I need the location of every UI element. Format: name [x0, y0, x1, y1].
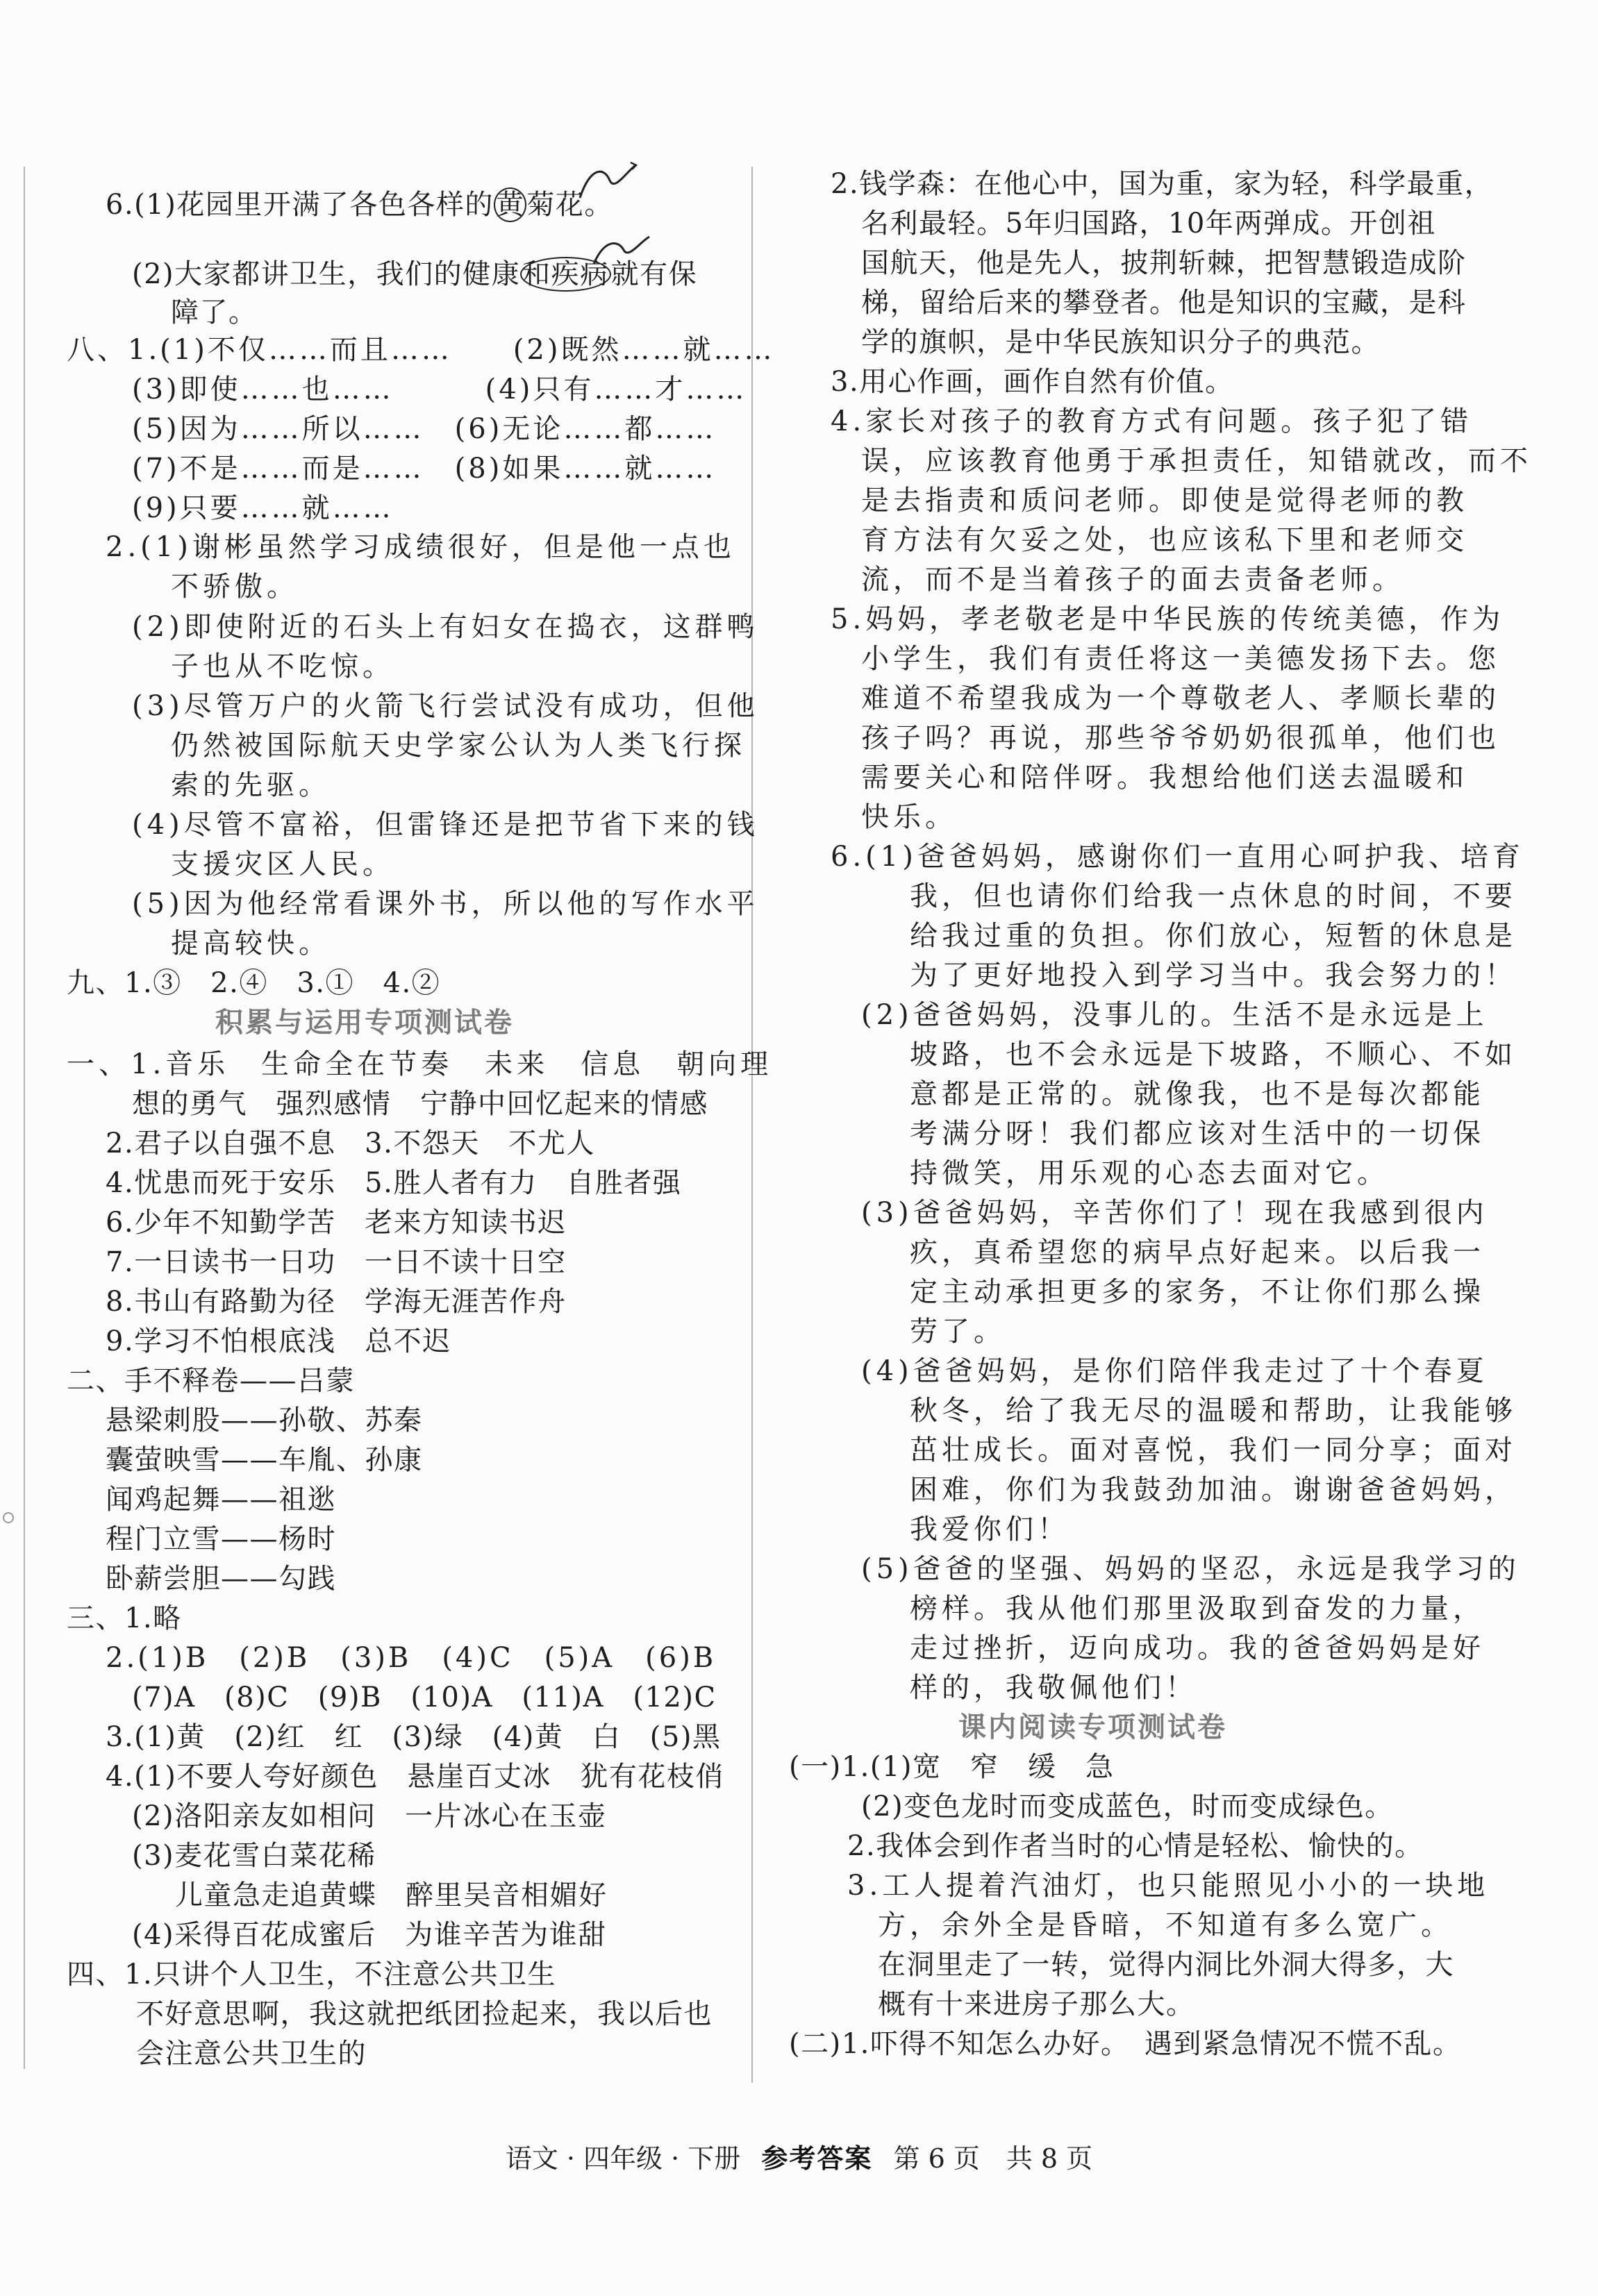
answer-line: 劳了。 [910, 1316, 1006, 1348]
answer-line: 8.书山有路勤为径 学海无涯苦作舟 [106, 1286, 567, 1318]
answer-line: (4)采得百花成蜜后 为谁辛苦为谁甜 [132, 1919, 607, 1951]
answer-line: 意都是正常的。就像我，也不是每次都能 [910, 1078, 1485, 1110]
answer-line: 需要关心和陪伴呀。我想给他们送去温暖和 [861, 762, 1468, 794]
answer-line: 学的旗帜，是中华民族知识分子的典范。 [861, 326, 1380, 358]
answer-line: 在洞里走了一转，觉得内洞比外洞大得多，大 [878, 1949, 1454, 1981]
answer-line: 考满分呀！我们都应该对生活中的一切保 [910, 1118, 1485, 1150]
answer-line: 索的先驱。 [171, 769, 331, 801]
answer-line: 2.钱学森：在他心中，国为重，家为轻，科学最重， [831, 168, 1494, 200]
answer-line: 坡路，也不会永远是下坡路，不顺心、不如 [910, 1039, 1517, 1071]
answer-line: 给我过重的负担。你们放心，短暂的休息是 [910, 920, 1517, 952]
section-title: 积累与运用专项测试卷 [215, 1007, 514, 1039]
answer-line: (3)爸爸妈妈，辛苦你们了！现在我感到很内 [861, 1197, 1488, 1229]
answer-line: 名利最轻。5年归国路，10年两弹成。开创祖 [861, 208, 1436, 240]
answer-line: 7.一日读书一日功 一日不读十日空 [106, 1246, 567, 1278]
answer-line: 二、手不释卷——吕蒙 [67, 1365, 355, 1397]
answer-line: (5)因为……所以…… (6)无论……都…… [132, 413, 717, 445]
answer-line: 4.忧患而死于安乐 5.胜人者有力 自胜者强 [106, 1167, 682, 1199]
answer-line: 3.(1)黄 (2)红 红 (3)绿 (4)黄 白 (5)黑 [106, 1721, 722, 1753]
answer-line: 闻鸡起舞——祖逖 [106, 1484, 336, 1516]
column-divider [751, 167, 753, 2083]
answer-line: 难道不希望我成为一个尊敬老人、孝顺长辈的 [861, 682, 1500, 714]
answer-line: 一、1.音乐 生命全在节奏 未来 信息 朝向理 [67, 1048, 773, 1080]
answer-line: 儿童急走追黄蝶 醉里吴音相媚好 [175, 1879, 608, 1911]
answer-line: 会注意公共卫生的 [136, 2038, 367, 2070]
answer-line: 悬梁刺股——孙敬、苏秦 [106, 1405, 423, 1436]
answer-line: 九、1.③ 2.④ 3.① 4.② [67, 967, 441, 999]
answer-line: (5)因为他经常看课外书，所以他的写作水平 [132, 888, 759, 920]
answer-line: (5)爸爸的坚强、妈妈的坚忍，永远是我学习的 [861, 1553, 1520, 1585]
answer-line: 2.(1)B (2)B (3)B (4)C (5)A (6)B [106, 1642, 717, 1674]
answer-line: 不骄傲。 [171, 571, 299, 603]
answer-line: 八、1.(1)不仅……而且…… (2)既然……就…… [67, 334, 775, 366]
answer-line: 我，但也请你们给我一点休息的时间，不要 [910, 880, 1517, 912]
answer-line: 孩子吗？再说，那些爷爷奶奶很孤单，他们也 [861, 722, 1500, 754]
answer-line: (一)1.(1)宽 窄 缓 急 [789, 1751, 1115, 1783]
answer-line: 支援灾区人民。 [171, 848, 394, 880]
answer-line: 3.用心作画，画作自然有价值。 [831, 366, 1234, 398]
answer-line: 不好意思啊，我这就把纸团捡起来，我以后也 [136, 1998, 713, 2030]
deletion-mark-icon [576, 160, 639, 201]
answer-line: (9)只要……就…… [132, 492, 394, 524]
answer-line: 疚，真希望您的病早点好起来。以后我一 [910, 1237, 1485, 1268]
answer-line: 6.(1)爸爸妈妈，感谢你们一直用心呵护我、培育 [831, 841, 1524, 873]
answer-line: (3)即使……也…… (4)只有……才…… [132, 374, 747, 405]
answer-line: 想的勇气 强烈感情 宁静中回忆起来的情感 [132, 1088, 708, 1120]
answer-line: 程门立雪——杨时 [106, 1523, 336, 1555]
answer-line: 小学生，我们有责任将这一美德发扬下去。您 [861, 643, 1500, 675]
answer-line: 秋冬，给了我无尽的温暖和帮助，让我能够 [910, 1395, 1517, 1427]
answer-line: (3)麦花雪白菜花稀 [132, 1840, 376, 1872]
answer-line: 卧薪尝胆——勾践 [106, 1563, 336, 1595]
section-title: 课内阅读专项测试卷 [958, 1711, 1227, 1743]
answer-line: 持微笑，用乐观的心态去面对它。 [910, 1157, 1389, 1189]
answer-line: (7)不是……而是…… (8)如果……就…… [132, 453, 717, 485]
answer-line: 定主动承担更多的家务，不让你们那么操 [910, 1276, 1485, 1308]
answer-line: 2.君子以自强不息 3.不怨天 不尤人 [106, 1128, 595, 1159]
answer-line: 子也从不吃惊。 [171, 651, 394, 682]
answer-line: (4)尽管不富裕，但雷锋还是把节省下来的钱 [132, 809, 759, 841]
answer-line: 茁壮成长。面对喜悦，我们一同分享；面对 [910, 1434, 1517, 1466]
answer-line: 梯，留给后来的攀登者。他是知识的宝藏，是科 [861, 287, 1467, 319]
answer-line: 6.(1)花园里开满了各色各样的黄菊花。 [106, 189, 613, 221]
answer-line: (2)即使附近的石头上有妇女在捣衣，这群鸭 [132, 611, 759, 643]
footer-brand-logo: 参考答案 [761, 2143, 873, 2174]
answer-line: 走过挫折，迈向成功。我的爸爸妈妈是好 [910, 1632, 1485, 1664]
answer-line: 三、1.略 [67, 1602, 182, 1634]
answer-line: 4.家长对孩子的教育方式有问题。孩子犯了错 [831, 405, 1473, 437]
answer-line: 5.妈妈，孝老敬老是中华民族的传统美德，作为 [831, 603, 1505, 635]
answer-line: (3)尽管万户的火箭飞行尝试没有成功，但他 [132, 690, 759, 722]
answer-line: 2.我体会到作者当时的心情是轻松、愉快的。 [847, 1830, 1424, 1862]
answer-line: (二)1.吓得不知怎么办好。 遇到紧急情况不慌不乱。 [789, 2028, 1462, 2060]
answer-line: (2)变色龙时而变成蓝色，时而变成绿色。 [861, 1791, 1394, 1822]
answer-line: 2.(1)谢彬虽然学习成绩很好，但是他一点也 [106, 531, 735, 563]
answer-line: 概有十来进房子那么大。 [878, 1988, 1195, 2020]
deletion-mark-icon [590, 233, 653, 267]
answer-line: 流，而不是当着孩子的面去责备老师。 [861, 564, 1404, 596]
answer-line: (4)爸爸妈妈，是你们陪伴我走过了十个春夏 [861, 1355, 1488, 1387]
answer-line: 囊萤映雪——车胤、孙康 [106, 1444, 423, 1476]
answer-line: 快乐。 [861, 801, 957, 833]
answer-line: 样的，我敬佩他们！ [910, 1672, 1197, 1704]
footer-subject: 语文 · 四年级 · 下册 [505, 2143, 741, 2174]
answer-line: 误，应该教育他勇于承担责任，知错就改，而不 [861, 445, 1532, 477]
answer-line: 障了。 [171, 296, 258, 328]
answer-line: 育方法有欠妥之处，也应该私下里和老师交 [861, 524, 1468, 556]
answer-line: 我爱你们！ [910, 1514, 1070, 1545]
answer-line: (2)爸爸妈妈，没事儿的。生活不是永远是上 [861, 999, 1488, 1031]
page-number: 第 6 页 共 8 页 [893, 2143, 1093, 2174]
answer-line: 是去指责和质问老师。即使是觉得老师的教 [861, 485, 1468, 517]
answer-line: 仍然被国际航天史学家公认为人类飞行探 [171, 730, 746, 762]
answer-line: 3.工人提着汽油灯，也只能照见小小的一块地 [847, 1870, 1490, 1902]
left-margin-rule [24, 167, 25, 2069]
answer-line: 国航天，他是先人，披荆斩棘，把智慧锻造成阶 [861, 247, 1467, 279]
answer-line: 榜样。我从他们那里汲取到奋发的力量， [910, 1593, 1485, 1625]
answer-line: (7)A (8)C (9)B (10)A (11)A (12)C [132, 1682, 717, 1713]
circled-wrong-words: 和疾病 [520, 257, 611, 292]
circled-wrong-char: 黄 [494, 187, 527, 222]
page-footer [0, 2137, 1598, 2175]
answer-line: 9.学习不怕根底浅 总不迟 [106, 1325, 451, 1357]
answer-line: 6.少年不知勤学苦 老来方知读书迟 [106, 1207, 567, 1239]
answer-line: 提高较快。 [171, 928, 331, 960]
answer-line: 4.(1)不要人夸好颜色 悬崖百丈冰 犹有花枝俏 [106, 1761, 724, 1793]
answer-line: 四、1.只讲个人卫生，不注意公共卫生 [67, 1959, 557, 1991]
answer-line: 方，余外全是昏暗，不知道有多么宽广。 [878, 1909, 1453, 1941]
answer-line: (2)洛阳亲友如相问 一片冰心在玉壶 [132, 1800, 607, 1832]
answer-line: 为了更好地投入到学习当中。我会努力的！ [910, 960, 1517, 991]
answer-line: (2)大家都讲卫生，我们的健康和疾病就有保 [132, 258, 698, 290]
answer-line: 困难，你们为我鼓劲加油。谢谢爸爸妈妈， [910, 1474, 1517, 1506]
binding-hole-mark [3, 1512, 14, 1523]
